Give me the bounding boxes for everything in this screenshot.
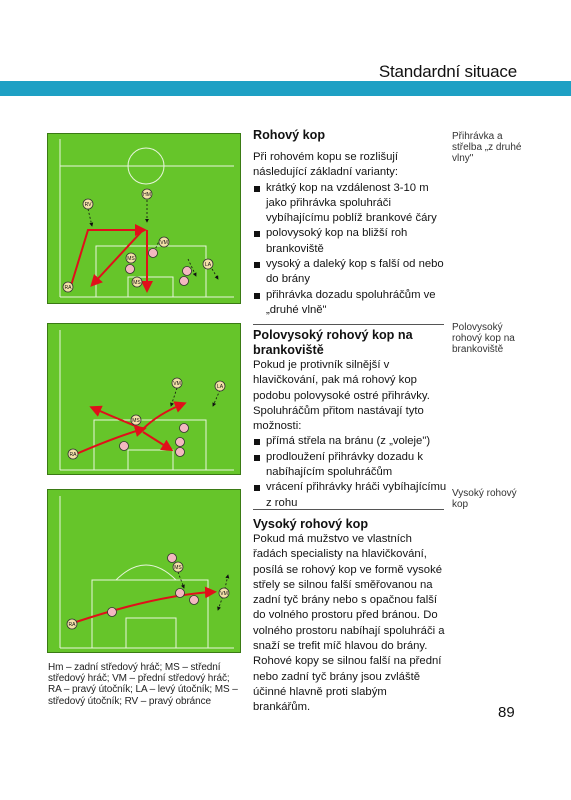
player-label: RA <box>64 285 72 291</box>
side-note: Vysoký rohový kop <box>452 488 517 511</box>
diagram-high-corner <box>47 489 241 653</box>
player-label: LA <box>204 262 212 268</box>
player-label: MS <box>174 565 182 571</box>
bullet-item: polovysoký kop na bližší roh brankoviště <box>253 226 447 257</box>
bullet-item: krátký kop na vzdálenost 3-10 m jako přihrávka spoluhráči vybíhajícímu poblíž brankové čáry <box>253 181 447 227</box>
bullet-item: prodloužení přihrávky dozadu k nabíhajícím spoluhráčům <box>253 450 447 481</box>
page-header-title: Standardní situace <box>378 62 517 81</box>
section-title: Vysoký rohový kop <box>253 517 369 531</box>
side-note: Přihrávka a střelba „z druhé vlny" <box>452 131 522 165</box>
section-title: Rohový kop <box>253 128 326 142</box>
player-label: VM <box>173 381 181 387</box>
player-label: MS <box>132 418 140 424</box>
player-label: VM <box>160 240 168 246</box>
player-label: MS <box>133 280 141 286</box>
section-intro: Při rohovém kopu se rozlišují následující základní varianty: <box>253 151 399 179</box>
section-half-high-corner <box>253 328 447 511</box>
player-label: RA <box>68 622 76 628</box>
diagram-short-corner <box>47 133 241 304</box>
section-divider <box>253 509 444 510</box>
bullet-item: vysoký a daleký kop s falší od nebo do brány <box>253 257 447 288</box>
player-label: RV <box>84 202 92 208</box>
player-label: VM <box>220 591 228 597</box>
diagram-half-high-corner <box>47 323 241 475</box>
section-intro: Pokud je protivník silnější v hlavičkování, pak má rohový kop podobu polovysoké ostré přihrávky. Spoluhráčům přitom nastávají tyto možnosti: <box>253 359 430 433</box>
section-corner-kick <box>253 128 447 318</box>
header-bar <box>0 81 571 96</box>
bullet-item: přímá střela na bránu (z „voleje") <box>253 434 447 449</box>
player-label: MS <box>127 256 135 262</box>
section-title: Polovysoký rohový kop na brankoviště <box>253 328 413 357</box>
player-label: RA <box>69 452 77 458</box>
section-high-corner <box>253 517 447 716</box>
player-label: HM <box>143 192 151 198</box>
side-note: Polovysoký rohový kop na brankoviště <box>452 322 515 356</box>
diagram-legend: Hm – zadní středový hráč; MS – střední středový hráč; VM – přední středový hráč; RA – pravý útočník; LA – levý útočník; MS – středový útočník; RV – pravý obránce <box>48 662 238 707</box>
section-bullets <box>253 181 447 319</box>
bullet-item: přihrávka dozadu spoluhráčům ve „druhé vlně" <box>253 288 447 319</box>
page-number: 89 <box>498 704 515 721</box>
section-intro: Pokud má mužstvo ve vlastních řadách specialisty na hlavičkování, posílá se rohový kop ve formě vysoké střely se silnou falší směřovanou na zadní tyč brány nebo s opačnou falší do volného prostoru před bránou. Do volného prostoru nabíhají spoluhráči a snaží se trefit míč hlavou do brány. Rohové kopy se silnou falší na přední nebo zadní tyč brány jsou zvláště účinné hlavně proti slabým brankářům. <box>253 533 445 714</box>
bullet-item: vrácení přihrávky hráči vybíhajícímu z rohu <box>253 480 447 511</box>
player-label: LA <box>216 384 224 390</box>
section-divider <box>253 324 444 325</box>
section-bullets <box>253 434 447 510</box>
